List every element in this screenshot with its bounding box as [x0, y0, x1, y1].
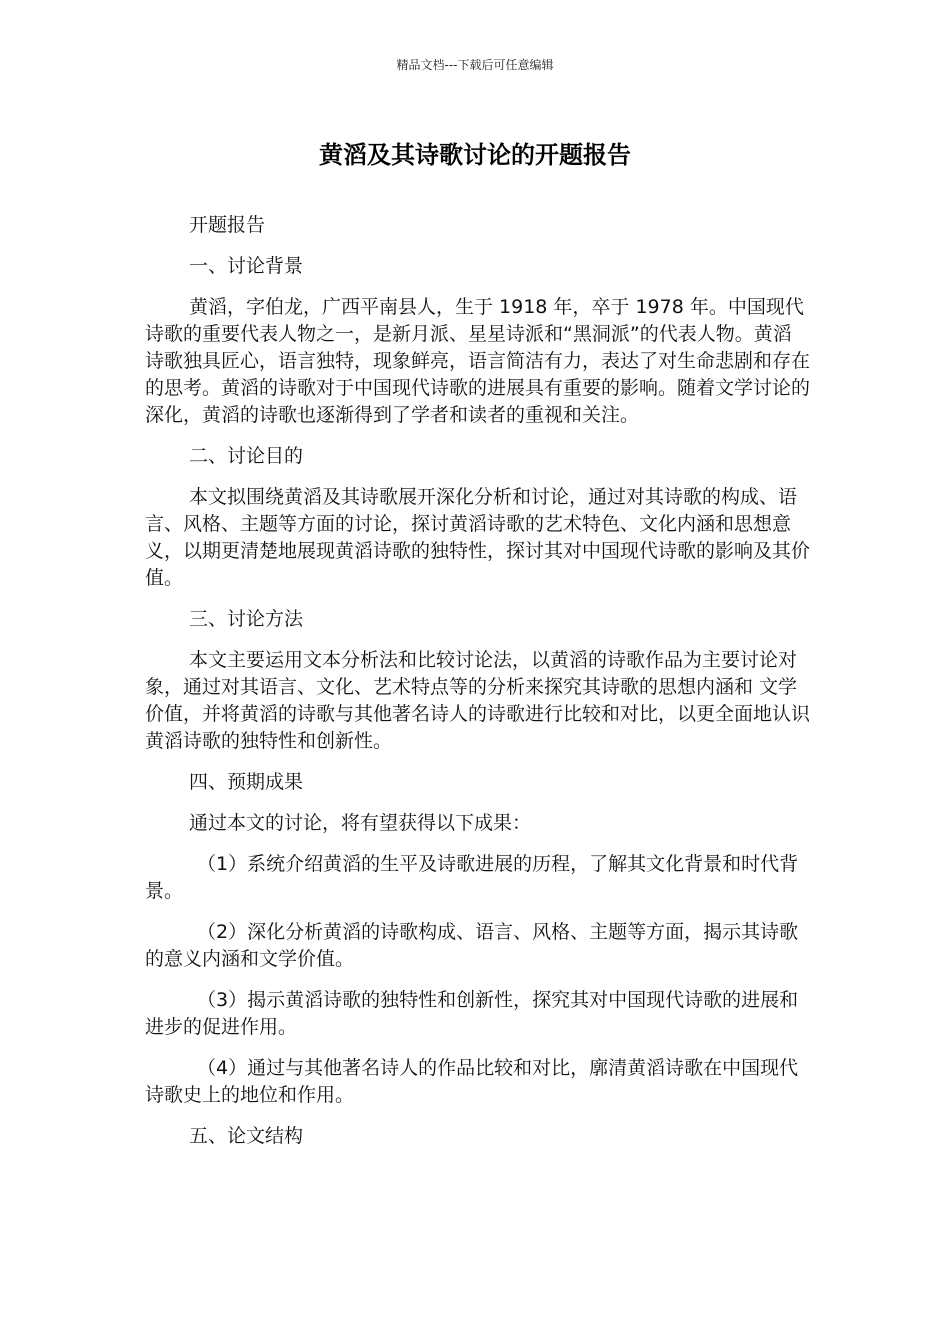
section-heading-purpose: 二、讨论目的 [189, 445, 304, 467]
document-title: 黄滔及其诗歌讨论的开题报告 [319, 141, 631, 169]
section-heading-structure: 五、论文结构 [189, 1125, 304, 1147]
paragraph-background: 黄滔，字伯龙，广西平南县人，生于 1918 年，卒于 1978 年。中国现代诗歌的重要代表人物之一，是新月派、星星诗派和“黑洞派”的代表人物。黄滔诗歌独具匠心，语言独特，现象鲜亮，语言简洁有力，表达了对生命悲剧和存在的思考。黄滔的诗歌对于中国现代诗歌的进展具有重要的影响。随着文学讨论的深化，黄滔的诗歌也逐渐得到了学者和读者的重视和关注。 [145, 296, 811, 426]
paragraph-outcomes-intro: 通过本文的讨论，将有望获得以下成果： [189, 812, 532, 834]
paragraph-purpose: 本文拟围绕黄滔及其诗歌展开深化分析和讨论，通过对其诗歌的构成、语言、风格、主题等方面的讨论，探讨黄滔诗歌的艺术特色、文化内涵和思想意义，以期更清楚地展现黄滔诗歌的独特性，探讨其对中国现代诗歌的影响及其价值。 [145, 486, 811, 589]
outcome-item-4: （4）通过与其他著名诗人的作品比较和对比，廓清黄滔诗歌在中国现代诗歌史上的地位和作用。 [145, 1057, 799, 1106]
section-heading-background: 一、讨论背景 [189, 255, 304, 277]
outcome-item-3: （3）揭示黄滔诗歌的独特性和创新性，探究其对中国现代诗歌的进展和进步的促进作用。 [145, 989, 799, 1038]
outcome-item-2: （2）深化分析黄滔的诗歌构成、语言、风格、主题等方面，揭示其诗歌的意义内涵和文学价值。 [145, 921, 799, 970]
outcome-item-1: （1）系统介绍黄滔的生平及诗歌进展的历程，了解其文化背景和时代背景。 [145, 853, 799, 902]
section-heading-method: 三、讨论方法 [189, 608, 304, 630]
paragraph-method: 本文主要运用文本分析法和比较讨论法，以黄滔的诗歌作品为主要讨论对象，通过对其语言、文化、艺术特点等的分析来探究其诗歌的思想内涵和 文学价值，并将黄滔的诗歌与其他著名诗人的诗歌进行比较和对比，以更全面地认识黄滔诗歌的独特性和创新性。 [145, 649, 811, 752]
report-label: 开题报告 [189, 214, 266, 236]
section-heading-outcomes: 四、预期成果 [189, 771, 304, 793]
document-body [145, 212, 810, 1164]
page-header: 精品文档---下载后可任意编辑 [396, 58, 554, 72]
